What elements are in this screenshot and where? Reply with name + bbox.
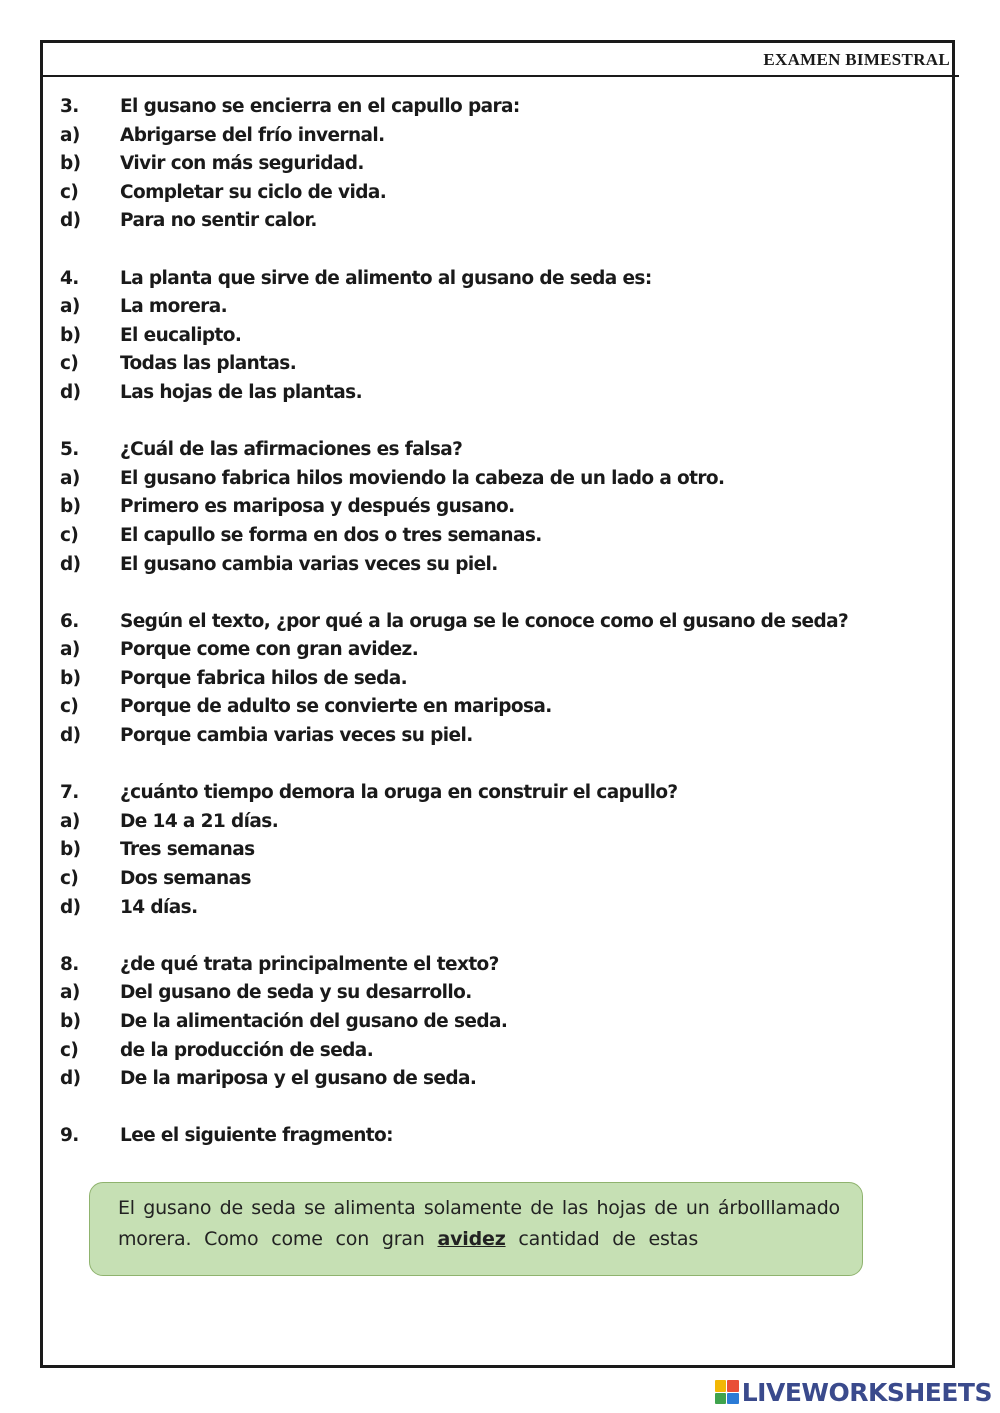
option-letter: a) <box>60 982 80 1004</box>
logo-square-2 <box>727 1380 739 1392</box>
option-text: De la mariposa y el gusano de seda. <box>120 1068 477 1090</box>
option-text: Vivir con más seguridad. <box>120 153 364 175</box>
option-letter: c) <box>60 524 79 546</box>
answer-option[interactable] <box>60 665 920 694</box>
option-text: El capullo se forma en dos o tres semanas. <box>120 524 542 546</box>
answer-option[interactable] <box>60 551 920 580</box>
option-text: Tres semanas <box>120 839 255 861</box>
question-block <box>60 1122 920 1151</box>
option-text: Del gusano de seda y su desarrollo. <box>120 982 472 1004</box>
option-letter: a) <box>60 810 80 832</box>
option-text: 14 días. <box>120 896 198 918</box>
question-text: ¿Cuál de las afirmaciones es falsa? <box>120 439 463 461</box>
option-text: La morera. <box>120 296 228 318</box>
option-letter: a) <box>60 296 80 318</box>
answer-option[interactable] <box>60 293 920 322</box>
answer-option[interactable] <box>60 322 920 351</box>
answer-option[interactable] <box>60 150 920 179</box>
fragment-text-before: morera. Como come con gran <box>118 1228 425 1250</box>
option-text: Porque cambia varias veces su piel. <box>120 725 473 747</box>
question-block <box>60 779 920 922</box>
option-text: El gusano cambia varias veces su piel. <box>120 553 498 575</box>
answer-option[interactable] <box>60 636 920 665</box>
question-line <box>60 951 920 980</box>
answer-option[interactable] <box>60 1008 920 1037</box>
fragment-text-after: cantidad de estas <box>518 1228 699 1250</box>
option-letter: d) <box>60 553 81 575</box>
question-line <box>60 779 920 808</box>
answer-option[interactable] <box>60 207 920 236</box>
question-list <box>60 93 920 1180</box>
option-letter: d) <box>60 1068 81 1090</box>
option-text: Todas las plantas. <box>120 353 297 375</box>
question-number: 4. <box>60 267 79 289</box>
brand-name: LIVEWORKSHEETS <box>741 1377 992 1407</box>
question-text: Según el texto, ¿por qué a la oruga se le conoce como el gusano de seda? <box>120 610 849 632</box>
question-line <box>60 608 920 637</box>
question-number: 7. <box>60 782 79 804</box>
question-block <box>60 93 920 236</box>
option-letter: b) <box>60 1011 81 1032</box>
option-text: de la producción de seda. <box>120 1039 374 1061</box>
header-divider <box>40 75 959 77</box>
answer-option[interactable] <box>60 1037 920 1066</box>
option-letter: b) <box>60 324 81 346</box>
exam-title: EXAMEN BIMESTRAL <box>763 50 950 69</box>
fragment-line-1: El gusano de seda se alimenta solamente de las hojas de un árbolllamado <box>118 1197 840 1219</box>
option-text: Las hojas de las plantas. <box>120 381 362 403</box>
question-number: 6. <box>60 610 79 632</box>
fragment-line-2 <box>118 1224 840 1255</box>
answer-option[interactable] <box>60 979 920 1008</box>
option-letter: d) <box>60 896 81 918</box>
logo-square-4 <box>727 1393 739 1405</box>
option-letter: c) <box>60 353 79 375</box>
answer-option[interactable] <box>60 350 920 379</box>
question-number: 9. <box>60 1125 79 1147</box>
question-block <box>60 951 920 1094</box>
option-letter: a) <box>60 639 80 661</box>
option-letter: b) <box>60 153 81 175</box>
option-letter: a) <box>60 467 80 489</box>
answer-option[interactable] <box>60 836 920 865</box>
option-text: El gusano fabrica hilos moviendo la cabeza de un lado a otro. <box>120 467 725 489</box>
answer-option[interactable] <box>60 1065 920 1094</box>
option-text: Porque fabrica hilos de seda. <box>120 667 408 689</box>
logo-square-3 <box>715 1393 727 1405</box>
answer-option[interactable] <box>60 894 920 923</box>
reading-fragment-box <box>89 1182 863 1276</box>
answer-option[interactable] <box>60 379 920 408</box>
option-letter: a) <box>60 124 80 146</box>
logo-square-1 <box>715 1380 727 1392</box>
question-text: ¿de qué trata principalmente el texto? <box>120 953 499 975</box>
answer-option[interactable] <box>60 465 920 494</box>
option-letter: c) <box>60 181 79 203</box>
option-text: Primero es mariposa y después gusano. <box>120 496 515 518</box>
option-text: El eucalipto. <box>120 324 242 346</box>
option-letter: b) <box>60 496 81 518</box>
option-letter: d) <box>60 381 81 403</box>
question-line <box>60 93 920 122</box>
answer-option[interactable] <box>60 122 920 151</box>
question-text: El gusano se encierra en el capullo para: <box>120 96 520 117</box>
option-text: Dos semanas <box>120 868 251 890</box>
question-block <box>60 265 920 408</box>
option-text: Completar su ciclo de vida. <box>120 181 387 203</box>
answer-option[interactable] <box>60 693 920 722</box>
answer-option[interactable] <box>60 865 920 894</box>
option-letter: c) <box>60 1039 79 1061</box>
liveworksheets-logo-icon <box>715 1380 739 1404</box>
option-letter: c) <box>60 868 79 890</box>
question-text: Lee el siguiente fragmento: <box>120 1125 393 1147</box>
option-text: De 14 a 21 días. <box>120 810 279 832</box>
fragment-emphasis-word: avidez <box>437 1228 506 1250</box>
answer-option[interactable] <box>60 179 920 208</box>
question-number: 5. <box>60 439 79 461</box>
option-text: Porque come con gran avidez. <box>120 639 419 661</box>
question-number: 3. <box>60 96 79 117</box>
question-line <box>60 1122 920 1151</box>
option-text: Abrigarse del frío invernal. <box>120 124 385 146</box>
question-text: La planta que sirve de alimento al gusano de seda es: <box>120 267 652 289</box>
question-number: 8. <box>60 953 79 975</box>
option-letter: d) <box>60 725 81 747</box>
option-letter: c) <box>60 696 79 718</box>
option-text: De la alimentación del gusano de seda. <box>120 1011 508 1032</box>
answer-option[interactable] <box>60 808 920 837</box>
option-letter: b) <box>60 667 81 689</box>
answer-option[interactable] <box>60 522 920 551</box>
brand-footer <box>715 1376 992 1408</box>
question-block <box>60 608 920 751</box>
question-line <box>60 265 920 294</box>
option-letter: d) <box>60 210 81 232</box>
option-text: Para no sentir calor. <box>120 210 317 232</box>
question-text: ¿cuánto tiempo demora la oruga en construir el capullo? <box>120 782 678 804</box>
question-line <box>60 436 920 465</box>
option-text: Porque de adulto se convierte en mariposa. <box>120 696 552 718</box>
option-letter: b) <box>60 839 81 861</box>
answer-option[interactable] <box>60 722 920 751</box>
answer-option[interactable] <box>60 493 920 522</box>
question-block <box>60 436 920 579</box>
